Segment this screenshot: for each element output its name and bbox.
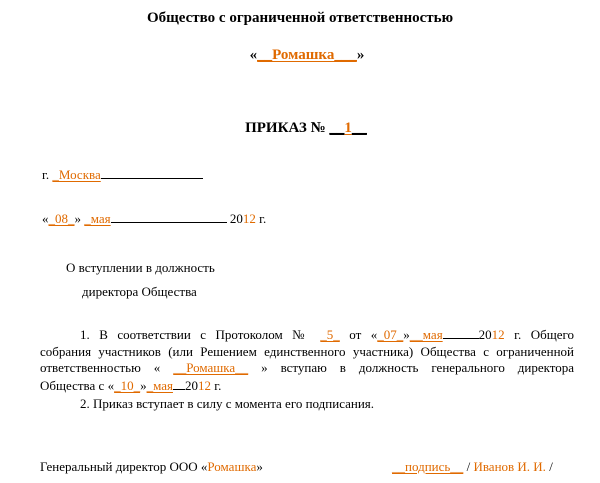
position-text: Генеральный директор ООО « (40, 459, 208, 474)
footer-org-close: » (256, 459, 263, 474)
organization-name: __Ромашка___ (257, 47, 357, 63)
protocol-day: _07_ (377, 327, 404, 342)
date-year-suffix: 12 (242, 211, 256, 226)
organization-name-inline: __Ромашка__ (173, 360, 249, 375)
signature-end-slash: / (549, 459, 553, 474)
date-underline (111, 210, 227, 223)
start-year-prefix: 20 (184, 377, 198, 393)
city-prefix: г. (42, 167, 50, 182)
signatory-name: Иванов И. И. (473, 459, 546, 474)
paragraph-1 (40, 326, 574, 394)
paragraph-1-line-1 (40, 326, 574, 344)
protocol-number: _5_ (320, 327, 340, 342)
para1-line4-start: Общества с « (40, 377, 115, 393)
date-line (42, 210, 266, 227)
quote-open: « (249, 47, 258, 63)
date-year-end: г. (259, 211, 267, 226)
paragraph-1-line-3 (40, 360, 574, 377)
order-title: ПРИКАЗ № (245, 120, 326, 136)
start-day-close: » (140, 377, 147, 393)
protocol-year-suffix: 12 (491, 327, 505, 342)
paragraph-1-line-4 (40, 377, 574, 395)
start-year-suffix: 12 (197, 377, 211, 393)
signatory-position (40, 459, 263, 475)
quote-close: » (356, 47, 365, 63)
start-month-underline (173, 377, 185, 390)
organization-name-line (0, 47, 600, 64)
order-number-suffix: __ (351, 120, 367, 136)
para1-from: от (349, 327, 362, 342)
signature-slash: / (466, 459, 471, 474)
order-number-prefix: __ (329, 120, 345, 136)
para1-line3-start: ответственностью « (40, 360, 161, 375)
date-close: » (74, 211, 81, 226)
subject-line-1: О вступлении в должность (66, 260, 215, 275)
order-number: 1 (344, 120, 352, 136)
organization-type-heading: Общество с ограниченной ответственностью (146, 10, 454, 26)
date-day: _08_ (48, 211, 75, 226)
para1-day-close: » (403, 327, 410, 342)
start-month: _мая (146, 377, 173, 393)
city-line (42, 166, 203, 183)
protocol-month-underline (443, 326, 479, 339)
para1-line4-end: г. (214, 377, 222, 393)
footer-organization-name: Ромашка (207, 459, 257, 474)
para1-start: 1. В соответствии с Протоколом № (80, 327, 311, 342)
para1-line1-end: г. Общего (514, 327, 575, 342)
date-month: _мая (84, 211, 111, 226)
date-open: « (42, 211, 49, 226)
city-underline (101, 166, 203, 179)
signature-field: __подпись__ (392, 459, 464, 474)
para1-line3-end: » вступаю в должность генерального директора (261, 360, 575, 375)
paragraph-1-line-2: собрания участников (или Решением единственного участника) Общества с ограниченной (40, 343, 574, 359)
order-heading (0, 120, 600, 137)
para1-day-open: « (370, 327, 378, 342)
para1-year-prefix: 20 (478, 327, 492, 342)
city-value: _Москва (52, 167, 101, 182)
subject-line-2: директора Общества (82, 284, 197, 299)
paragraph-2: 2. Приказ вступает в силу с момента его подписания. (80, 396, 375, 411)
date-year-prefix: 20 (229, 211, 243, 226)
start-day: _10_ (114, 377, 141, 393)
protocol-month: __мая (409, 327, 443, 342)
signature-block (392, 459, 553, 475)
